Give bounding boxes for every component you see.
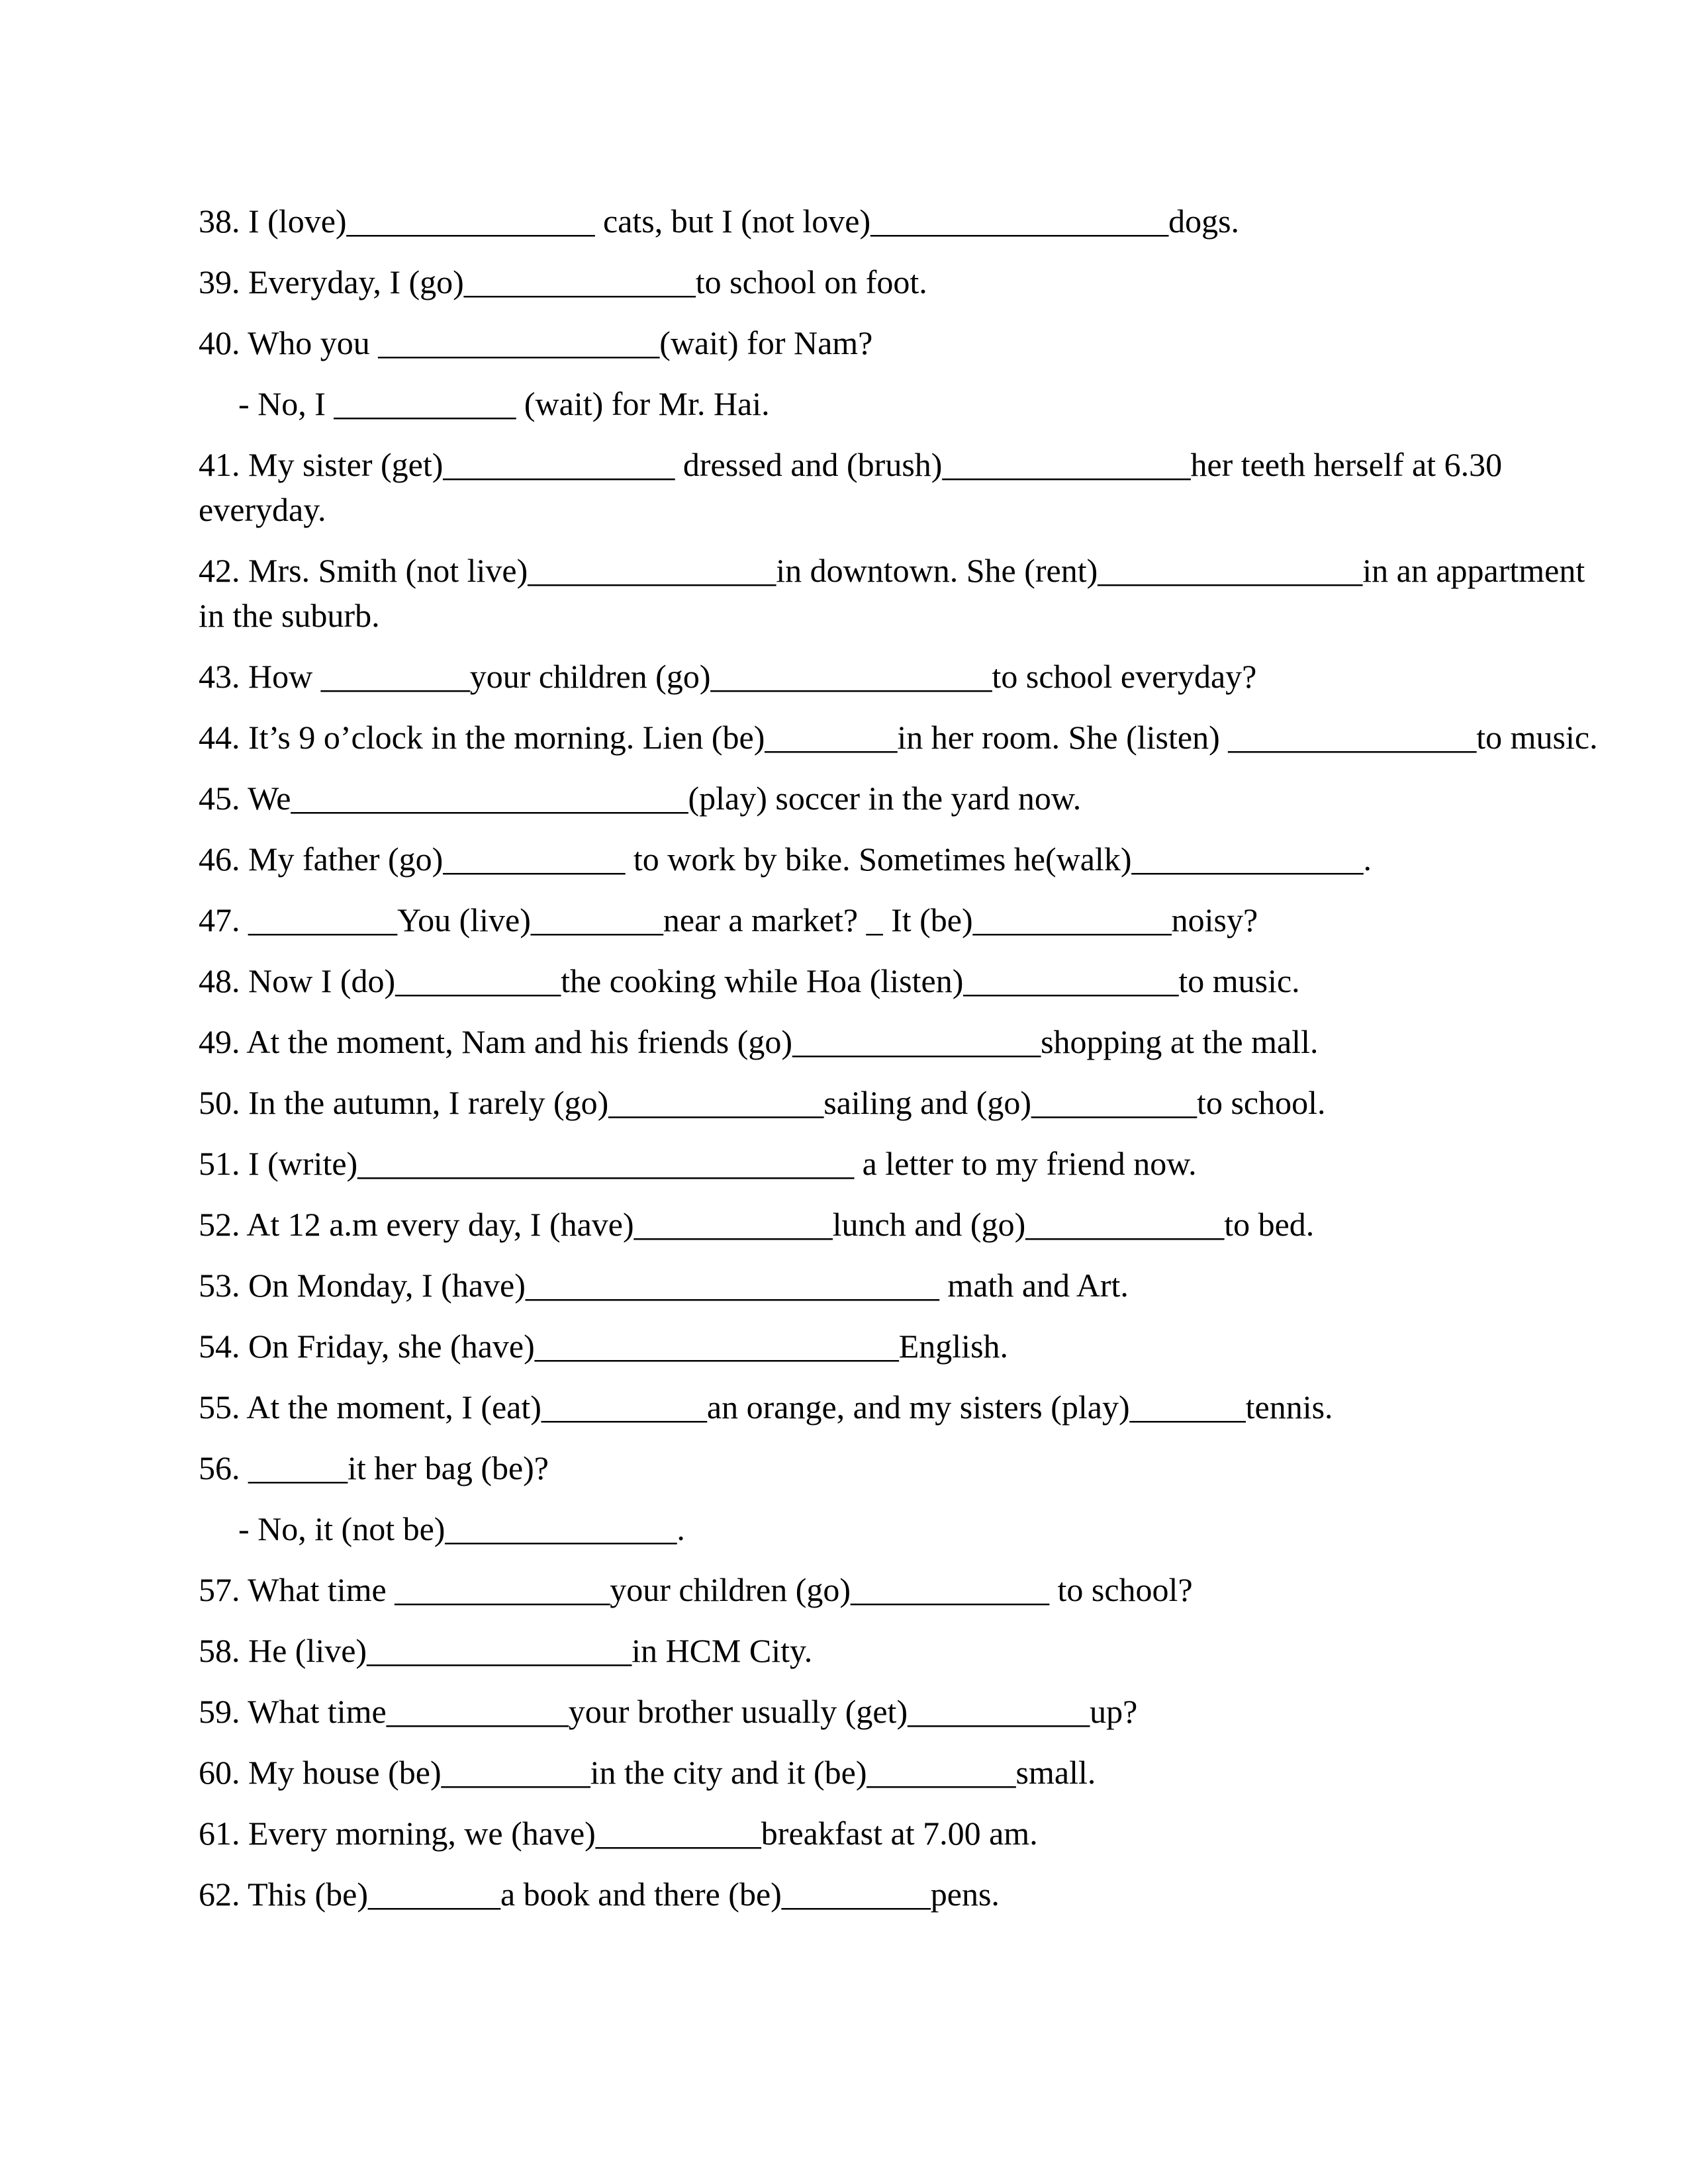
exercise-62: 62. This (be)________a book and there (be)_________pens. [199,1876,1000,1913]
exercise-52: 52. At 12 a.m every day, I (have)____________lunch and (go)____________to bed. [199,1206,1315,1243]
exercise-60: 60. My house (be)_________in the city and it (be)_________small. [199,1754,1096,1791]
exercise-44: 44. It’s 9 o’clock in the morning. Lien (be)________in her room. She (listen) _______________to music. [199,719,1598,756]
exercise-59: 59. What time___________your brother usually (get)___________up? [199,1693,1138,1730]
exercise-38: 38. I (love)_______________ cats, but I (not love)__________________dogs. [199,203,1240,240]
exercise-49: 49. At the moment, Nam and his friends (go)_______________shopping at the mall. [199,1023,1319,1060]
exercise-43: 43. How _________your children (go)_________________to school everyday? [199,658,1257,695]
exercise-55: 55. At the moment, I (eat)__________an orange, and my sisters (play)_______tennis. [199,1388,1333,1426]
exercise-54: 54. On Friday, she (have)______________________English. [199,1328,1009,1365]
exercise-58: 58. He (live)________________in HCM City. [199,1632,813,1669]
exercise-40: 40. Who you _________________(wait) for Nam? [199,324,873,361]
exercise-39: 39. Everyday, I (go)______________to school on foot. [199,263,927,300]
exercise-51: 51. I (write)______________________________ a letter to my friend now. [199,1145,1197,1182]
exercise-47: 47. _________You (live)________near a market? _ It (be)____________noisy? [199,901,1258,938]
exercise-list [199,199,1609,1933]
exercise-45: 45. We________________________(play) soccer in the yard now. [199,780,1082,817]
exercise-50: 50. In the autumn, I rarely (go)_____________sailing and (go)__________to school. [199,1084,1326,1121]
exercise-48: 48. Now I (do)__________the cooking while Hoa (listen)_____________to music. [199,962,1300,999]
exercise-40-reply: - No, I ___________ (wait) for Mr. Hai. [238,385,770,422]
exercise-41: 41. My sister (get)______________ dressed and (brush)_______________her teeth herself at 6.30 everyday. [199,446,1503,528]
exercise-42: 42. Mrs. Smith (not live)_______________in downtown. She (rent)________________in an appartment in the suburb. [199,552,1585,634]
exercise-56-reply: - No, it (not be)______________. [238,1510,685,1547]
exercise-57: 57. What time _____________your children (go)____________ to school? [199,1571,1193,1608]
exercise-53: 53. On Monday, I (have)_________________________ math and Art. [199,1267,1129,1304]
exercise-61: 61. Every morning, we (have)__________breakfast at 7.00 am. [199,1815,1038,1852]
exercise-46: 46. My father (go)___________ to work by bike. Sometimes he(walk)______________. [199,841,1372,878]
exercise-56: 56. ______it her bag (be)? [199,1449,549,1486]
